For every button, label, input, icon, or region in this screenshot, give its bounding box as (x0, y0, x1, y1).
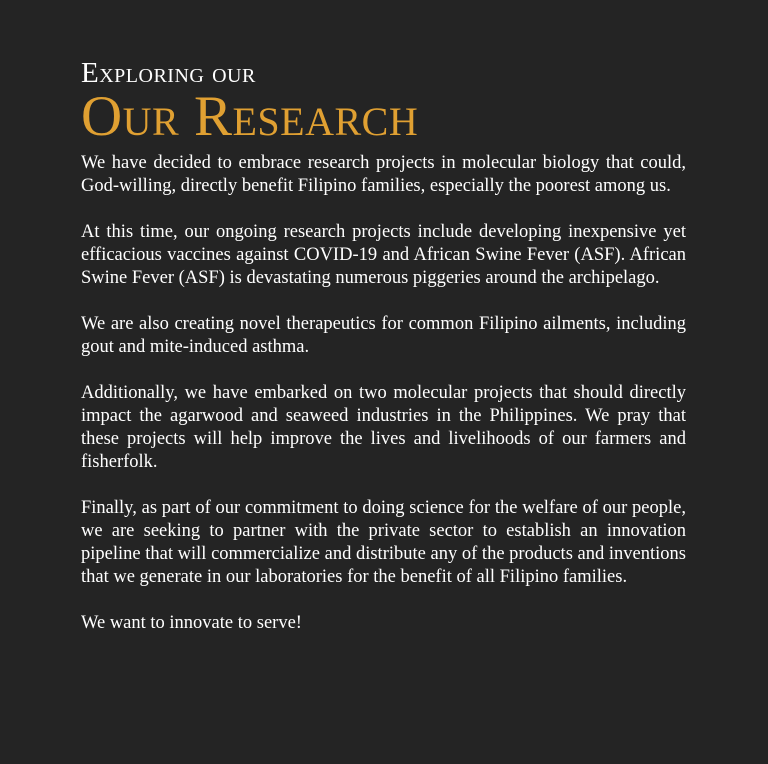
paragraph-closing: We want to innovate to serve! (81, 613, 302, 633)
paragraph-molecular-projects: Additionally, we have embarked on two molecular projects that should directly impact the agarwood and seaweed industries in the Philippines. We pray that these projects will help improve the lives and livelihoods of our farmers and fisherfolk. (81, 383, 686, 472)
research-section (81, 58, 686, 635)
paragraph-vaccines: At this time, our ongoing research projects include developing inexpensive yet efficacious vaccines against COVID-19 and African Swine Fever (ASF). African Swine Fever (ASF) is devastating numerous piggeries around the archipelago. (81, 222, 686, 288)
section-eyebrow: Exploring our (81, 57, 256, 89)
paragraph-partnership: Finally, as part of our commitment to doing science for the welfare of our people, we are seeking to partner with the private sector to establish an innovation pipeline that will commercialize and distribute any of the products and inventions that we generate in our laboratories for the benefit of all Filipino families. (81, 498, 686, 587)
paragraph-therapeutics: We are also creating novel therapeutics for common Filipino ailments, including gout and mite-induced asthma. (81, 314, 686, 357)
paragraph-intro: We have decided to embrace research projects in molecular biology that could, God-willing, directly benefit Filipino families, especially the poorest among us. (81, 153, 686, 196)
section-title: Our Research (81, 85, 419, 148)
